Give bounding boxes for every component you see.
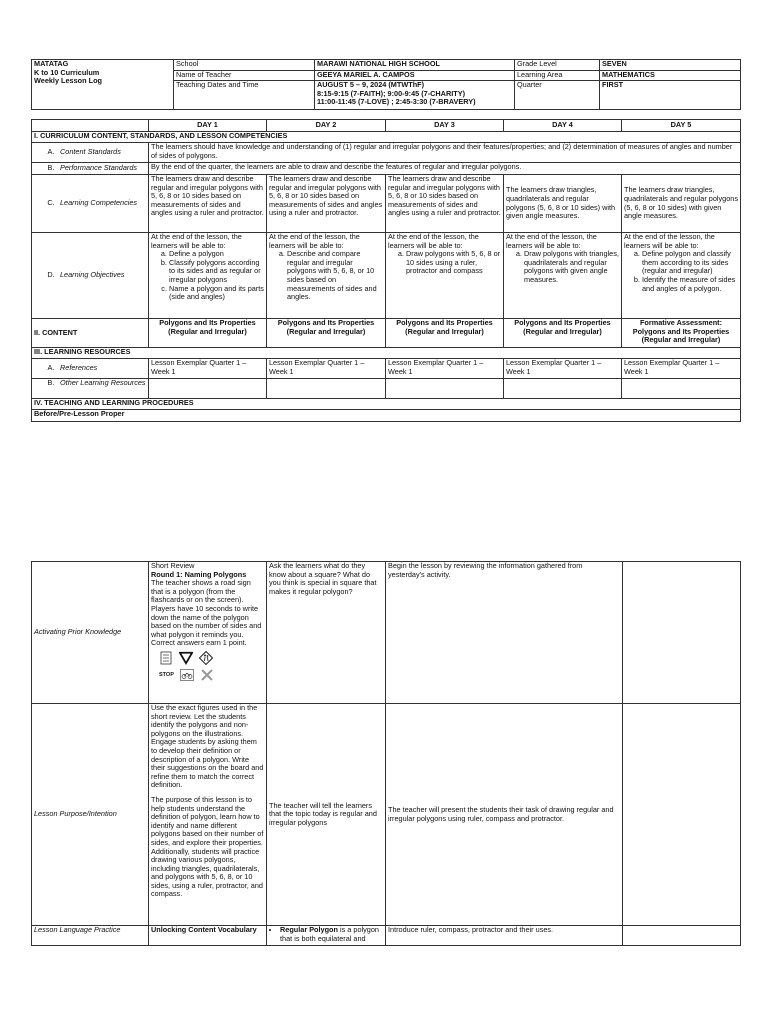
stop-sign-icon: STOP (159, 671, 174, 678)
competencies-day1: The learners draw and describe regular and irregular polygons with 5, 6, 8 or 10 sides based on measurements of sides and angles using a ruler and protractor. (149, 175, 267, 233)
vocabulary-term: Regular Polygon (280, 925, 338, 934)
other-resources-label-text: Other Learning Resources (60, 378, 146, 387)
language-practice-day4 (623, 926, 741, 946)
language-practice-day2 (267, 926, 386, 946)
short-review-title: Short Review (151, 561, 195, 570)
other-resources-letter: B. (47, 378, 55, 387)
area-label: Learning Area (515, 71, 600, 81)
references-letter: A. (47, 363, 55, 373)
header-table (31, 59, 741, 110)
objectives-intro: At the end of the lesson, the learners will be able to: (624, 232, 715, 250)
content-standards-label (32, 143, 149, 163)
objective-item: a. Describe and compare regular and irregular polygons with 5, 6, 8, or 10 sides based on measurements of sides and angles. (287, 250, 383, 302)
objective-item: c. Name a polygon and its parts (side and angles) (169, 285, 264, 302)
prior-knowledge-day3: Begin the lesson by reviewing the information gathered from yesterday's activity. (386, 562, 623, 704)
objectives-day5 (622, 233, 741, 319)
procedures-table (31, 561, 741, 946)
pedestrian-sign-icon (199, 651, 213, 665)
lesson-purpose-day1 (149, 704, 267, 926)
lesson-purpose-day3: The teacher will present the students their task of drawing regular and irregular polygons using ruler, compass and protractor. (386, 704, 623, 926)
curriculum-line-3: Weekly Lesson Log (34, 76, 102, 86)
references-day1: Lesson Exemplar Quarter 1 – Week 1 (149, 359, 267, 379)
day-header-4: DAY 4 (504, 120, 622, 132)
purpose-paragraph-1: Use the exact figures used in the short review. Let the students identify the polygons and non-polygons on the illustrations. Engage students by asking them to develop their definition or description of a polygon. Write their suggestions on the board and refine them to match the correct definition. (151, 703, 264, 790)
competencies-label-text: Learning Competencies (60, 198, 138, 208)
day-header-blank (32, 120, 149, 132)
content-day5: Formative Assessment: Polygons and Its Properties (Regular and Irregular) (622, 319, 741, 348)
competencies-day3: The learners draw and describe regular and irregular polygons with 5, 6, 8 or 10 sides based on measurements of sides and angles using a ruler and protractor. (386, 175, 504, 233)
day-header-1: DAY 1 (149, 120, 267, 132)
content-day4: Polygons and Its Properties (Regular and Irregular) (504, 319, 622, 348)
school-zone-sign-icon (159, 651, 173, 665)
round-title: Round 1: Naming Polygons (151, 569, 247, 579)
content-standards-label-text: Content Standards (60, 147, 121, 157)
round-text: The teacher shows a road sign that is a polygon (from the flashcards or on the screen). Players have 10 seconds to write down the name of the polygon based on the number of sides and what polygon it reminds you. Correct answers earn 1 point. (151, 578, 262, 648)
school-label: School (174, 60, 315, 71)
objectives-day1 (149, 233, 267, 319)
section-3-title: III. LEARNING RESOURCES (32, 348, 741, 359)
performance-standards-label (32, 163, 149, 175)
objectives-intro: At the end of the lesson, the learners will be able to: (506, 232, 597, 250)
objectives-intro: At the end of the lesson, the learners will be able to: (388, 232, 479, 250)
prior-knowledge-day4 (623, 562, 741, 704)
section-2-title: II. CONTENT (32, 319, 149, 348)
other-resources-day4 (504, 379, 622, 399)
content-standards-text: The learners should have knowledge and understanding of (1) regular and irregular polygons and their features/properties; and (2) determination of measures of angles and number of sides of polygons. (149, 143, 741, 163)
objectives-day3 (386, 233, 504, 319)
references-day4: Lesson Exemplar Quarter 1 – Week 1 (504, 359, 622, 379)
objective-item: b. Classify polygons according to its sides and as regular or irregular polygons (169, 259, 264, 285)
objectives-label-text: Learning Objectives (60, 270, 125, 280)
references-label (32, 359, 149, 379)
content-day1: Polygons and Its Properties (Regular and Irregular) (149, 319, 267, 348)
curriculum-line-1: MATATAG (34, 59, 69, 68)
cross-sign-icon (200, 668, 214, 682)
yield-sign-icon (179, 651, 193, 665)
road-signs-row-1 (151, 651, 264, 665)
section-4-title: IV. TEACHING AND LEARNING PROCEDURES (32, 399, 741, 410)
lesson-purpose-label: Lesson Purpose/Intention (32, 704, 149, 926)
objectives-letter: D. (47, 270, 55, 280)
references-day2: Lesson Exemplar Quarter 1 – Week 1 (267, 359, 386, 379)
curriculum-title (32, 60, 174, 110)
lesson-purpose-day2: The teacher will tell the learners that the topic today is regular and irregular polygons (267, 704, 386, 926)
quarter-label: Quarter (515, 81, 600, 110)
prior-knowledge-label: Activating Prior Knowledge (32, 562, 149, 704)
pre-lesson-subtitle: Before/Pre-Lesson Proper (32, 410, 741, 422)
quarter-value: FIRST (600, 81, 741, 110)
vocabulary-definition: is a polygon that is both equilateral and (280, 925, 379, 943)
lesson-log-table (31, 119, 741, 422)
vocabulary-item (280, 926, 383, 943)
dates-value (315, 81, 515, 110)
other-resources-label (32, 379, 149, 399)
prior-knowledge-day1 (149, 562, 267, 704)
grade-label: Grade Level (515, 60, 600, 71)
lesson-purpose-day4 (623, 704, 741, 926)
competencies-day4: The learners draw triangles, quadrilaterals and regular polygons (5, 6, 8 or 10 sides) with given angle measures. (504, 175, 622, 233)
performance-standards-label-text: Performance Standards (60, 163, 138, 173)
references-label-text: References (60, 363, 98, 373)
purpose-paragraph-2: The purpose of this lesson is to help students understand the definition of polygon, learn how to identify and name different polygons based on their number of sides, and explore their properties. Additionally, students will practice drawing various polygons, including triangles, quadrilaterals, and polygons with 5, 6, 8, or 10 sides, using a ruler, protractor, and compass. (151, 794, 264, 899)
language-practice-day1: Unlocking Content Vocabulary (149, 926, 267, 946)
dates-line-1: AUGUST 5 – 9, 2024 (MTWThF) (317, 80, 425, 89)
curriculum-line-2: K to 10 Curriculum (34, 67, 100, 77)
objective-item: a. Draw polygons with 5, 6, 8 or 10 sides using a ruler, protractor and compass (406, 250, 501, 276)
language-practice-label: Lesson Language Practice (32, 926, 149, 946)
content-day2: Polygons and Its Properties (Regular and Irregular) (267, 319, 386, 348)
content-standards-letter: A. (47, 147, 55, 157)
area-value: MATHEMATICS (600, 71, 741, 81)
road-signs-row-2 (151, 668, 264, 682)
objectives-day4 (504, 233, 622, 319)
grade-value: SEVEN (600, 60, 741, 71)
other-resources-day1 (149, 379, 267, 399)
prior-knowledge-day2: Ask the learners what do they know about a square? What do you think is special in square that makes it regular polygon? (267, 562, 386, 704)
performance-standards-text: By the end of the quarter, the learners are able to draw and describe the features of regular and irregular polygons. (149, 163, 741, 175)
day-header-2: DAY 2 (267, 120, 386, 132)
school-value: MARAWI NATIONAL HIGH SCHOOL (315, 60, 515, 71)
objective-item: a. Define polygon and classify them according to its sides (regular and irregular) (642, 250, 738, 276)
other-resources-day2 (267, 379, 386, 399)
day-header-3: DAY 3 (386, 120, 504, 132)
teacher-value: GEEYA MARIEL A. CAMPOS (315, 71, 515, 81)
objective-item: a. Define a polygon (169, 250, 264, 259)
bicycle-sign-icon (180, 668, 194, 682)
dates-line-2: 8:15-9:15 (7-FAITH); 9:00-9:45 (7-CHARITY) (317, 88, 465, 98)
day-header-5: DAY 5 (622, 120, 741, 132)
dates-line-3: 11:00-11:45 (7-LOVE) ; 2:45-3:30 (7-BRAVERY) (317, 97, 476, 107)
objective-item: a. Draw polygons with triangles, quadrilaterals and regular polygons with given angle measures. (524, 250, 619, 284)
objectives-intro: At the end of the lesson, the learners will be able to: (151, 232, 242, 250)
objectives-label (32, 233, 149, 319)
competencies-day5: The learners draw triangles, quadrilaterals and regular polygons (5, 6, 8 or 10 sides) with given angle measures. (622, 175, 741, 233)
references-day5: Lesson Exemplar Quarter 1 – Week 1 (622, 359, 741, 379)
other-resources-day3 (386, 379, 504, 399)
other-resources-day5 (622, 379, 741, 399)
objective-item: b. Identify the measure of sides and angles of a polygon. (642, 276, 738, 293)
competencies-label (32, 175, 149, 233)
objectives-day2 (267, 233, 386, 319)
references-day3: Lesson Exemplar Quarter 1 – Week 1 (386, 359, 504, 379)
dates-label: Teaching Dates and Time (174, 81, 315, 110)
teacher-label: Name of Teacher (174, 71, 315, 81)
competencies-day2: The learners draw and describe regular and irregular polygons with 5, 6, 8 or 10 sides based on measurements of sides and angles using a ruler and protractor. (267, 175, 386, 233)
objectives-intro: At the end of the lesson, the learners will be able to: (269, 232, 360, 250)
competencies-letter: C. (47, 198, 55, 208)
section-1-title: I. CURRICULUM CONTENT, STANDARDS, AND LESSON COMPETENCIES (32, 132, 741, 143)
language-practice-day3: Introduce ruler, compass, protractor and their uses. (386, 926, 623, 946)
content-day3: Polygons and Its Properties (Regular and Irregular) (386, 319, 504, 348)
performance-standards-letter: B. (47, 163, 55, 173)
